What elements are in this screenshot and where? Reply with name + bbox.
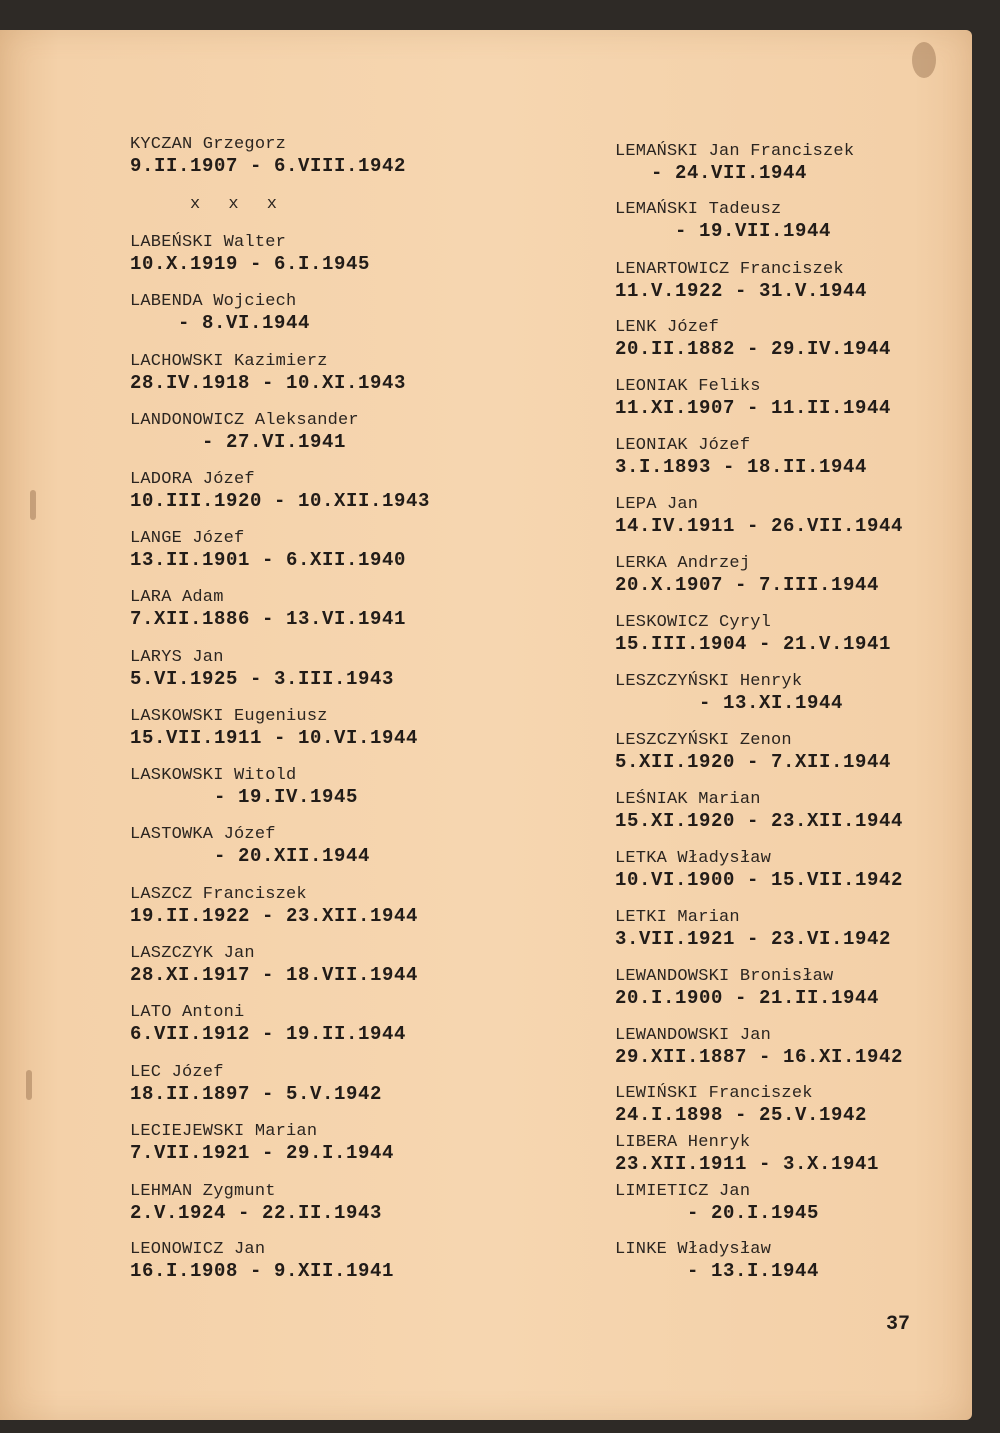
life-dates: 9.II.1907 - 6.VIII.1942 (130, 155, 407, 177)
person-name: LEMAŃSKI Tadeusz (615, 200, 782, 219)
person-name: LARYS Jan (130, 648, 224, 667)
person-name: LARA Adam (130, 588, 224, 607)
record-entry (615, 1133, 879, 1175)
record-entry (130, 648, 394, 690)
person-name: LEPA Jan (615, 495, 699, 514)
record-entry (615, 436, 867, 478)
record-entry (130, 825, 370, 867)
person-name: LEONIAK Józef (615, 436, 751, 455)
life-dates: 7.VII.1921 - 29.I.1944 (130, 1142, 395, 1164)
section-separator: x x x (190, 195, 278, 214)
life-dates: 28.IV.1918 - 10.XI.1943 (130, 372, 407, 394)
record-entry (615, 1240, 819, 1282)
person-name: LABENDA Wojciech (130, 292, 297, 311)
ink-stain (30, 490, 36, 520)
record-entry (130, 1122, 394, 1164)
person-name: LADORA Józef (130, 470, 255, 489)
person-name: LANGE Józef (130, 529, 245, 548)
record-entry (130, 1240, 394, 1282)
life-dates: 20.II.1882 - 29.IV.1944 (615, 338, 892, 360)
record-entry (130, 766, 358, 808)
ink-stain (26, 1070, 32, 1100)
ink-stain (912, 42, 936, 78)
person-name: LANDONOWICZ Aleksander (130, 411, 359, 430)
person-name: KYCZAN Grzegorz (130, 135, 287, 154)
life-dates: - 20.XII.1944 (130, 845, 371, 867)
person-name: LEC Józef (130, 1063, 224, 1082)
person-name: LENARTOWICZ Franciszek (615, 260, 844, 279)
record-entry (615, 1182, 819, 1224)
life-dates: 13.II.1901 - 6.XII.1940 (130, 549, 407, 571)
person-name: LEONIAK Feliks (615, 377, 761, 396)
person-name: LATO Antoni (130, 1003, 245, 1022)
record-entry (130, 588, 406, 630)
page-number: 37 (886, 1313, 911, 1336)
record-entry (615, 1026, 903, 1068)
person-name: LERKA Andrzej (615, 554, 751, 573)
life-dates: - 13.XI.1944 (615, 692, 844, 714)
life-dates: 5.VI.1925 - 3.III.1943 (130, 668, 395, 690)
person-name: LABEŃSKI Walter (130, 233, 287, 252)
record-entry (615, 495, 903, 537)
record-entry (130, 885, 418, 927)
person-name: LEŚNIAK Marian (615, 790, 761, 809)
record-entry (615, 260, 867, 302)
person-name: LEMAŃSKI Jan Franciszek (615, 142, 855, 161)
person-name: LINKE Władysław (615, 1240, 772, 1259)
life-dates: 15.VII.1911 - 10.VI.1944 (130, 727, 419, 749)
record-entry (130, 1182, 382, 1224)
record-entry (615, 908, 891, 950)
person-name: LEONOWICZ Jan (130, 1240, 266, 1259)
record-entry (130, 944, 418, 986)
person-name: LIBERA Henryk (615, 1133, 751, 1152)
record-entry (615, 731, 891, 773)
life-dates: 20.I.1900 - 21.II.1944 (615, 987, 880, 1009)
life-dates: 11.XI.1907 - 11.II.1944 (615, 397, 892, 419)
life-dates: 10.III.1920 - 10.XII.1943 (130, 490, 431, 512)
record-entry (615, 318, 891, 360)
life-dates: - 24.VII.1944 (615, 162, 808, 184)
life-dates: 10.VI.1900 - 15.VII.1942 (615, 869, 904, 891)
person-name: LEWANDOWSKI Jan (615, 1026, 772, 1045)
record-entry (615, 672, 843, 714)
record-entry (615, 142, 854, 184)
life-dates: - 19.IV.1945 (130, 786, 359, 808)
life-dates: 11.V.1922 - 31.V.1944 (615, 280, 868, 302)
life-dates: 16.I.1908 - 9.XII.1941 (130, 1260, 395, 1282)
person-name: LASKOWSKI Witold (130, 766, 297, 785)
life-dates: 14.IV.1911 - 26.VII.1944 (615, 515, 904, 537)
record-entry (615, 554, 879, 596)
life-dates: 3.VII.1921 - 23.VI.1942 (615, 928, 892, 950)
record-entry (615, 377, 891, 419)
person-name: LESZCZYŃSKI Henryk (615, 672, 803, 691)
life-dates: 7.XII.1886 - 13.VI.1941 (130, 608, 407, 630)
record-entry (130, 233, 370, 275)
person-name: LASZCZYK Jan (130, 944, 255, 963)
life-dates: 6.VII.1912 - 19.II.1944 (130, 1023, 407, 1045)
record-entry (615, 1084, 867, 1126)
life-dates: 2.V.1924 - 22.II.1943 (130, 1202, 383, 1224)
life-dates: 5.XII.1920 - 7.XII.1944 (615, 751, 892, 773)
person-name: LEWIŃSKI Franciszek (615, 1084, 813, 1103)
life-dates: 29.XII.1887 - 16.XI.1942 (615, 1046, 904, 1068)
person-name: LIMIETICZ Jan (615, 1182, 751, 1201)
person-name: LETKI Marian (615, 908, 740, 927)
person-name: LESKOWICZ Cyryl (615, 613, 772, 632)
record-entry (130, 529, 406, 571)
record-entry (615, 967, 879, 1009)
life-dates: 19.II.1922 - 23.XII.1944 (130, 905, 419, 927)
person-name: LASZCZ Franciszek (130, 885, 307, 904)
life-dates: 10.X.1919 - 6.I.1945 (130, 253, 371, 275)
record-entry (130, 135, 406, 177)
record-entry (130, 470, 430, 512)
person-name: LEWANDOWSKI Bronisław (615, 967, 834, 986)
life-dates: 15.III.1904 - 21.V.1941 (615, 633, 892, 655)
life-dates: 15.XI.1920 - 23.XII.1944 (615, 810, 904, 832)
life-dates: - 19.VII.1944 (615, 220, 832, 242)
life-dates: - 20.I.1945 (615, 1202, 820, 1224)
record-entry (130, 707, 418, 749)
life-dates: 28.XI.1917 - 18.VII.1944 (130, 964, 419, 986)
record-entry (130, 352, 406, 394)
record-entry (130, 1003, 406, 1045)
record-entry (615, 790, 903, 832)
life-dates: 24.I.1898 - 25.V.1942 (615, 1104, 868, 1126)
person-name: LECIEJEWSKI Marian (130, 1122, 318, 1141)
person-name: LEHMAN Zygmunt (130, 1182, 276, 1201)
person-name: LASKOWSKI Eugeniusz (130, 707, 328, 726)
life-dates: 20.X.1907 - 7.III.1944 (615, 574, 880, 596)
person-name: LESZCZYŃSKI Zenon (615, 731, 792, 750)
person-name: LENK Józef (615, 318, 720, 337)
record-entry (130, 292, 310, 334)
person-name: LACHOWSKI Kazimierz (130, 352, 328, 371)
document-page (0, 30, 972, 1420)
record-entry (615, 849, 903, 891)
life-dates: 23.XII.1911 - 3.X.1941 (615, 1153, 880, 1175)
record-entry (615, 613, 891, 655)
life-dates: 3.I.1893 - 18.II.1944 (615, 456, 868, 478)
record-entry (130, 1063, 382, 1105)
life-dates: 18.II.1897 - 5.V.1942 (130, 1083, 383, 1105)
record-entry (130, 411, 359, 453)
life-dates: - 13.I.1944 (615, 1260, 820, 1282)
record-entry (615, 200, 831, 242)
person-name: LETKA Władysław (615, 849, 772, 868)
life-dates: - 8.VI.1944 (130, 312, 311, 334)
person-name: LASTOWKA Józef (130, 825, 276, 844)
life-dates: - 27.VI.1941 (130, 431, 347, 453)
